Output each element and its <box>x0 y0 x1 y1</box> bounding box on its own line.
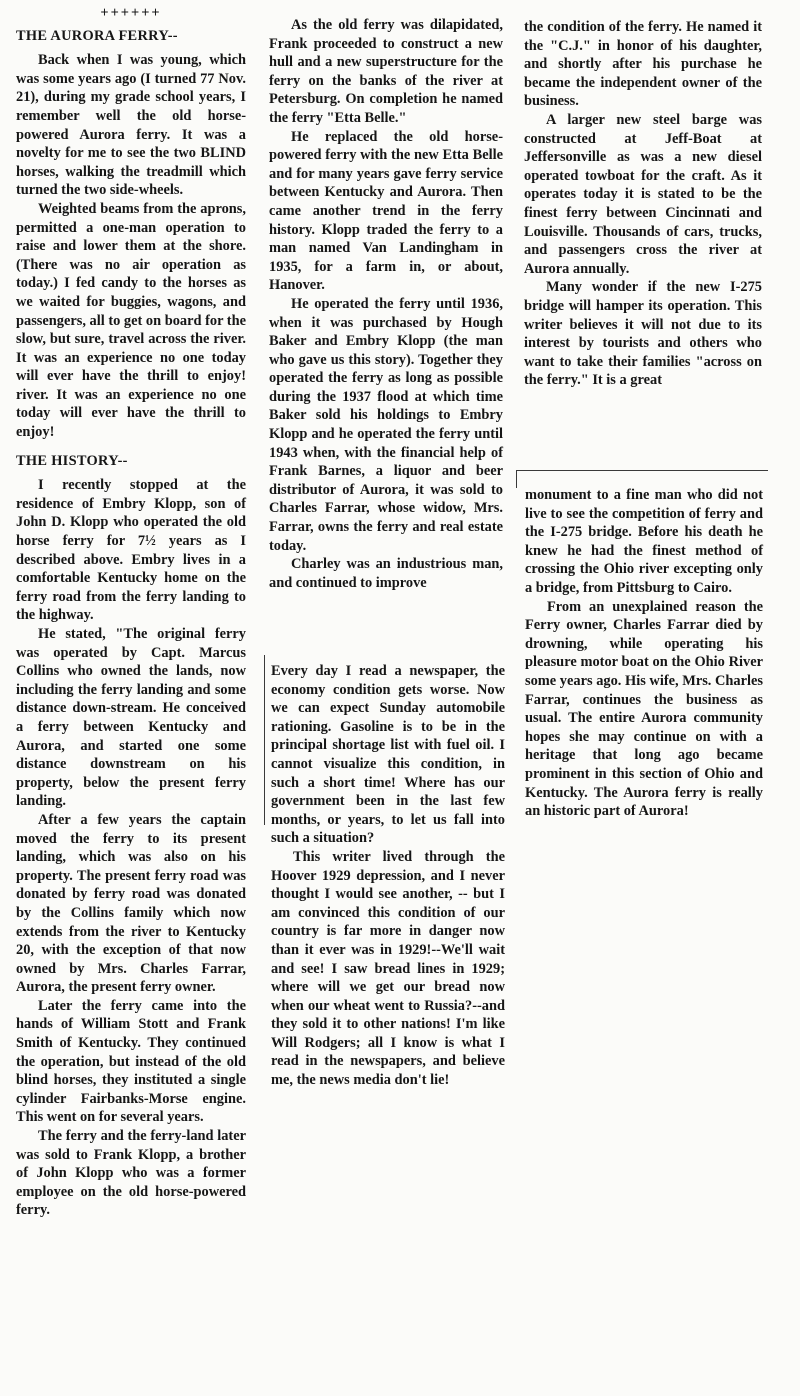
paragraph: Many wonder if the new I-275 bridge will hamper its operation. This writer believes it will not due to its interest by tourists and others who want to take their families "across on the ferry." It is a great <box>524 279 762 389</box>
heading-aurora-ferry: THE AURORA FERRY-- <box>16 27 178 44</box>
column-2-boxed-commentary <box>271 662 505 1090</box>
paragraph: He stated, "The original ferry was operated by Capt. Marcus Collins who owned the lands, now including the ferry landing and some distance down-stream. He conceived a ferry between Kentucky and Aurora, and started one some distance downstream on his property, below the present ferry landing. <box>16 626 246 810</box>
paragraph: the condition of the ferry. He named it the "C.J." in honor of his daughter, and shortly after his purchase he became the independent owner of the business. <box>524 19 762 110</box>
box-rule-left <box>264 655 265 825</box>
paragraph: After a few years the captain moved the ferry to its present landing, which was also on his property. The present ferry road was donated by ferry road was donated by the Collins family which now extends from the river to Kentucky 20, with the exception of that now owned by Mrs. Charles Farrar, Aurora, the present ferry owner. <box>16 811 246 996</box>
paragraph: He replaced the old horse-powered ferry with the new Etta Belle and for many years gave ferry service between Kentucky and Aurora. Then came another trend in the ferry history. Klopp traded the ferry to a man named Van Landingham in 1935, for a farm in, or about, Hanover. <box>269 128 503 294</box>
paragraph: Charley was an industrious man, and continued to improve <box>269 556 503 591</box>
column-2 <box>269 16 503 592</box>
paragraph: I recently stopped at the residence of Embry Klopp, son of John D. Klopp who operated the old horse ferry for 7½ years as I described above. Embry lives in a comfortable Kentucky home on the ferry road from the ferry landing to the highway. <box>16 477 246 624</box>
paragraph: The ferry and the ferry-land later was sold to Frank Klopp, a brother of John Klopp who was a former employee on the old horse-powered ferry. <box>16 1128 246 1219</box>
paragraph: From an unexplained reason the Ferry owner, Charles Farrar died by drowning, while operating his pleasure motor boat on the Ohio River some years ago. His wife, Mrs. Charles Farrar, continues the business as usual. The entire Aurora community hopes she may continue on with a heritage that long ago became prominent in this section of Ohio and Kentucky. The Aurora ferry is really an historic part of Aurora! <box>525 598 763 820</box>
ornament-divider: ++++++ <box>100 5 162 21</box>
paragraph: This writer lived through the Hoover 1929 depression, and I never thought I would see another, -- but I am convinced this condition of our country is far more in danger now than it ever was in 1929!--We'll wait and see! I saw bread lines in 1929; where will we get our bread now when our wheat went to Russia?--and they sold it to other nations! I'm like Will Rodgers; all I know is what I read in the newspapers, and believe me, the news media don't lie! <box>271 848 505 1089</box>
column-3-continued <box>525 486 763 821</box>
column-rule <box>516 470 517 488</box>
paragraph: monument to a fine man who did not live to see the competition of ferry and the I-275 bridge. Before his death he knew he had the finest method of crossing the Ohio river excepting only a bridge, from Pittsburg to Cairo. <box>525 487 763 596</box>
paragraph: A larger new steel barge was constructed at Jeff-Boat at Jeffersonville as was a new diesel operated towboat for the craft. As it operates today it is stated to be the finest ferry between Cincinnati and Louisville. Thousands of cars, trucks, and passengers cross the river at Aurora annually. <box>524 111 762 277</box>
box-rule-top <box>516 470 768 471</box>
column-1 <box>16 4 246 1220</box>
paragraph: Every day I read a newspaper, the economy condition gets worse. Now we can expect Sunday automobile rationing. Gasoline is to be in the principal shortage list with fuel oil. I cannot visualize this condition, in such a short time! Where has our government been in the last few months, or years, to let us fall into such a situation? <box>271 663 505 847</box>
heading-history: THE HISTORY-- <box>16 452 128 469</box>
paragraph: As the old ferry was dilapidated, Frank proceeded to construct a new hull and a new superstructure for the ferry on the banks of the river at Petersburg. On completion he named the ferry "Etta Belle." <box>269 17 503 126</box>
paragraph: Back when I was young, which was some years ago (I turned 77 Nov. 21), during my grade school years, I remember well the old horse-powered Aurora ferry. It was a novelty for me to see the two BLIND horses, walking the treadmill which turned the two side-wheels. <box>16 52 246 199</box>
column-3 <box>524 18 762 390</box>
paragraph: Weighted beams from the aprons, permitted a one-man operation to raise and lower them at the shore. (There was no air operation as today.) I fed candy to the horses as we waited for buggies, wagons, and passengers, all to get on board for the slow, but sure, travel across the river. It was an experience no one today will ever have the thrill to enjoy! river. It was an experience no one today will ever have the thrill to enjoy! <box>16 200 246 441</box>
paragraph: He operated the ferry until 1936, when it was purchased by Hough Baker and Embry Klopp (the man who gave us this story). Together they operated the ferry as long as possible during the 1937 flood at which time Baker sold his holdings to Embry Klopp and he operated the ferry until 1943 when, with the financial help of Frank Barnes, a liquor and beer distributor of Aurora, it was sold to Charles Farrar, whose widow, Mrs. Farrar, owns the ferry and real estate today. <box>269 295 503 554</box>
paragraph: Later the ferry came into the hands of William Stott and Frank Smith of Kentucky. They continued the operation, but instead of the old blind horses, they instituted a single cylinder Fairbanks-Morse engine. This went on for several years. <box>16 997 246 1126</box>
